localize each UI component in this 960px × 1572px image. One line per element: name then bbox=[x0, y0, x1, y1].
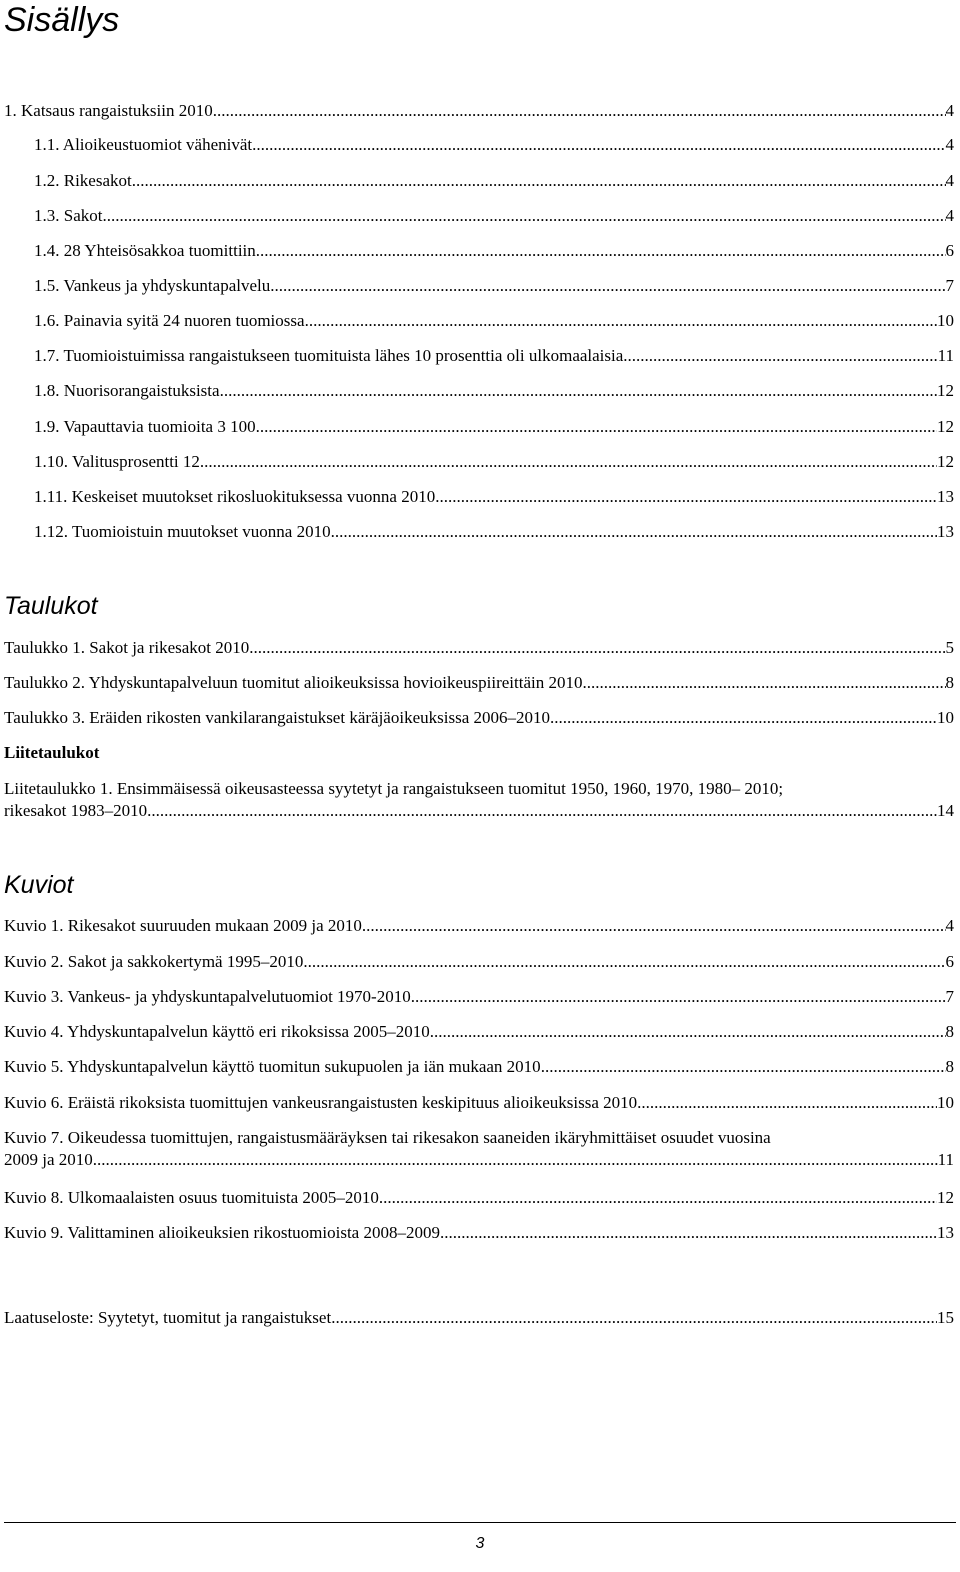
dot-leader bbox=[147, 800, 937, 822]
dot-leader bbox=[430, 1021, 946, 1043]
table-entry-page: 8 bbox=[945, 673, 954, 692]
table-entry[interactable] bbox=[4, 672, 954, 694]
figure-entry[interactable] bbox=[4, 1092, 954, 1114]
figure-entry-title: Kuvio 2. Sakot ja sakkokertymä 1995–2010 bbox=[4, 952, 304, 971]
toc-entry-title: 1.6. Painavia syitä 24 nuoren tuomiossa bbox=[34, 311, 305, 330]
dot-leader bbox=[256, 240, 946, 262]
dot-leader bbox=[379, 1187, 937, 1209]
toc-entry-page: 4 bbox=[945, 206, 954, 225]
toc-entry[interactable] bbox=[4, 100, 954, 122]
dot-leader bbox=[440, 1222, 937, 1244]
figure-entry-page: 13 bbox=[937, 1223, 954, 1242]
figure-entry-title: Kuvio 3. Vankeus- ja yhdyskuntapalvelutuomiot 1970-2010 bbox=[4, 987, 411, 1006]
footer-divider bbox=[4, 1522, 956, 1523]
figure-entry-multiline[interactable] bbox=[4, 1127, 954, 1171]
toc-entry-title: 1.4. 28 Yhteisösakkoa tuomittiin bbox=[34, 241, 256, 260]
dot-leader bbox=[637, 1092, 937, 1114]
toc-entry-title: 1.10. Valitusprosentti 12 bbox=[34, 452, 200, 471]
toc-entry-title: 1.1. Alioikeustuomiot vähenivät bbox=[34, 135, 253, 154]
toc-entry-title: 1.5. Vankeus ja yhdyskuntapalvelu bbox=[34, 276, 271, 295]
toc-entry[interactable] bbox=[34, 416, 954, 438]
appendix-tables-heading: Liitetaulukot bbox=[4, 743, 100, 762]
dot-leader bbox=[550, 707, 937, 729]
toc-entry-page: 11 bbox=[937, 346, 954, 365]
dot-leader bbox=[305, 310, 937, 332]
page-number: 3 bbox=[475, 1535, 485, 1552]
appendix-entry-line1: Liitetaulukko 1. Ensimmäisessä oikeusasteessa syytetyt ja rangaistukseen tuomitut 1950, 1960, 1970, 1980– 2010; bbox=[4, 779, 784, 798]
figure-entry-title: Kuvio 1. Rikesakot suuruuden mukaan 2009 ja 2010 bbox=[4, 916, 362, 935]
dot-leader bbox=[362, 915, 946, 937]
figure-entry-title: Kuvio 9. Valittaminen alioikeuksien rikostuomioista 2008–2009 bbox=[4, 1223, 440, 1242]
toc-entry-title: 1. Katsaus rangaistuksiin 2010 bbox=[4, 101, 213, 120]
toc-entry-title: 1.9. Vapauttavia tuomioita 3 100 bbox=[34, 417, 256, 436]
toc-entry-page: 12 bbox=[937, 417, 954, 436]
table-entry-title: Taulukko 1. Sakot ja rikesakot 2010 bbox=[4, 638, 250, 657]
figure-entry-title: Kuvio 5. Yhdyskuntapalvelun käyttö tuomitun sukupuolen ja iän mukaan 2010 bbox=[4, 1057, 541, 1076]
dot-leader bbox=[102, 205, 945, 227]
toc-entry-title: 1.12. Tuomioistuin muutokset vuonna 2010 bbox=[34, 522, 331, 541]
table-entry[interactable] bbox=[4, 637, 954, 659]
dot-leader bbox=[541, 1056, 946, 1078]
dot-leader bbox=[435, 486, 937, 508]
contents-heading: Sisällys bbox=[4, 1, 120, 39]
figure-entry-page: 10 bbox=[937, 1093, 954, 1112]
toc-entry-title: 1.8. Nuorisorangaistuksista bbox=[34, 381, 220, 400]
dot-leader bbox=[213, 100, 946, 122]
quality-report-entry[interactable] bbox=[4, 1307, 954, 1329]
figure-entry[interactable] bbox=[4, 986, 954, 1008]
table-entry-title: Taulukko 2. Yhdyskuntapalveluun tuomitut alioikeuksissa hovioikeuspiireittäin 2010 bbox=[4, 673, 583, 692]
table-entry-page: 5 bbox=[945, 638, 954, 657]
toc-entry-page: 13 bbox=[937, 522, 954, 541]
table-entry-title: Taulukko 3. Eräiden rikosten vankilarangaistukset käräjäoikeuksissa 2006–2010 bbox=[4, 708, 550, 727]
dot-leader bbox=[582, 672, 945, 694]
toc-entry-title: 1.11. Keskeiset muutokset rikosluokituksessa vuonna 2010 bbox=[34, 487, 436, 506]
toc-entry-title: 1.3. Sakot bbox=[34, 206, 103, 225]
toc-entry-page: 6 bbox=[945, 241, 954, 260]
dot-leader bbox=[93, 1149, 938, 1171]
toc-entry[interactable] bbox=[34, 486, 954, 508]
dot-leader bbox=[303, 951, 945, 973]
toc-entry-page: 4 bbox=[945, 171, 954, 190]
dot-leader bbox=[132, 170, 946, 192]
figure-entry-page: 8 bbox=[945, 1022, 954, 1041]
dot-leader bbox=[200, 451, 937, 473]
figure-entry-page: 8 bbox=[945, 1057, 954, 1076]
figure7-line2: 2009 ja 2010 bbox=[4, 1150, 93, 1169]
toc-entry-page: 4 bbox=[945, 135, 954, 154]
toc-entry-page: 7 bbox=[945, 276, 954, 295]
figure-entry[interactable] bbox=[4, 1021, 954, 1043]
toc-entry[interactable] bbox=[34, 310, 954, 332]
quality-report-title: Laatuseloste: Syytetyt, tuomitut ja rangaistukset bbox=[4, 1308, 332, 1327]
figure-entry-page: 4 bbox=[945, 916, 954, 935]
toc-entry[interactable] bbox=[34, 134, 954, 156]
toc-entry-page: 12 bbox=[937, 381, 954, 400]
toc-entry-title: 1.7. Tuomioistuimissa rangaistukseen tuomituista lähes 10 prosenttia oli ulkomaalaisia bbox=[34, 346, 624, 365]
dot-leader bbox=[623, 345, 937, 367]
figure7-line1: Kuvio 7. Oikeudessa tuomittujen, rangaistusmääräyksen tai rikesakon saaneiden ikäryhmittäiset osuudet vuosina bbox=[4, 1128, 771, 1147]
dot-leader bbox=[220, 380, 937, 402]
dot-leader bbox=[249, 637, 945, 659]
toc-entry[interactable] bbox=[34, 521, 954, 543]
figure-entry[interactable] bbox=[4, 1187, 954, 1209]
tables-heading: Taulukot bbox=[4, 592, 98, 620]
toc-entry-page: 10 bbox=[937, 311, 954, 330]
figure-entry-page: 12 bbox=[937, 1188, 954, 1207]
figures-heading: Kuviot bbox=[4, 871, 74, 899]
dot-leader bbox=[256, 416, 937, 438]
figure7-page: 11 bbox=[937, 1150, 954, 1169]
dot-leader bbox=[331, 1307, 937, 1329]
toc-entry-page: 13 bbox=[937, 487, 954, 506]
toc-entry[interactable] bbox=[34, 170, 954, 192]
toc-entry-title: 1.2. Rikesakot bbox=[34, 171, 132, 190]
dot-leader bbox=[252, 134, 945, 156]
figure-entry-page: 6 bbox=[945, 952, 954, 971]
figure-entry[interactable] bbox=[4, 1056, 954, 1078]
toc-entry[interactable] bbox=[34, 205, 954, 227]
toc-entry[interactable] bbox=[34, 275, 954, 297]
quality-report-page: 15 bbox=[937, 1308, 954, 1327]
dot-leader bbox=[411, 986, 946, 1008]
appendix-entry-page: 14 bbox=[937, 801, 954, 820]
toc-entry[interactable] bbox=[34, 345, 954, 367]
figure-entry-page: 7 bbox=[945, 987, 954, 1006]
figure-entry[interactable] bbox=[4, 951, 954, 973]
dot-leader bbox=[270, 275, 945, 297]
appendix-entry-line2: rikesakot 1983–2010 bbox=[4, 801, 148, 820]
toc-entry-page: 12 bbox=[937, 452, 954, 471]
figure-entry-title: Kuvio 8. Ulkomaalaisten osuus tuomituista 2005–2010 bbox=[4, 1188, 379, 1207]
dot-leader bbox=[331, 521, 937, 543]
toc-entry-page: 4 bbox=[945, 101, 954, 120]
table-entry-page: 10 bbox=[937, 708, 954, 727]
figure-entry[interactable] bbox=[4, 915, 954, 937]
figure-entry-title: Kuvio 4. Yhdyskuntapalvelun käyttö eri rikoksissa 2005–2010 bbox=[4, 1022, 430, 1041]
appendix-table-entry[interactable] bbox=[4, 778, 954, 822]
toc-entry[interactable] bbox=[34, 240, 954, 262]
figure-entry-title: Kuvio 6. Eräistä rikoksista tuomittujen vankeusrangaistusten keskipituus alioikeuksissa 2010 bbox=[4, 1093, 638, 1112]
figure-entry[interactable] bbox=[4, 1222, 954, 1244]
toc-entry[interactable] bbox=[34, 451, 954, 473]
table-entry[interactable] bbox=[4, 707, 954, 729]
toc-entry[interactable] bbox=[34, 380, 954, 402]
